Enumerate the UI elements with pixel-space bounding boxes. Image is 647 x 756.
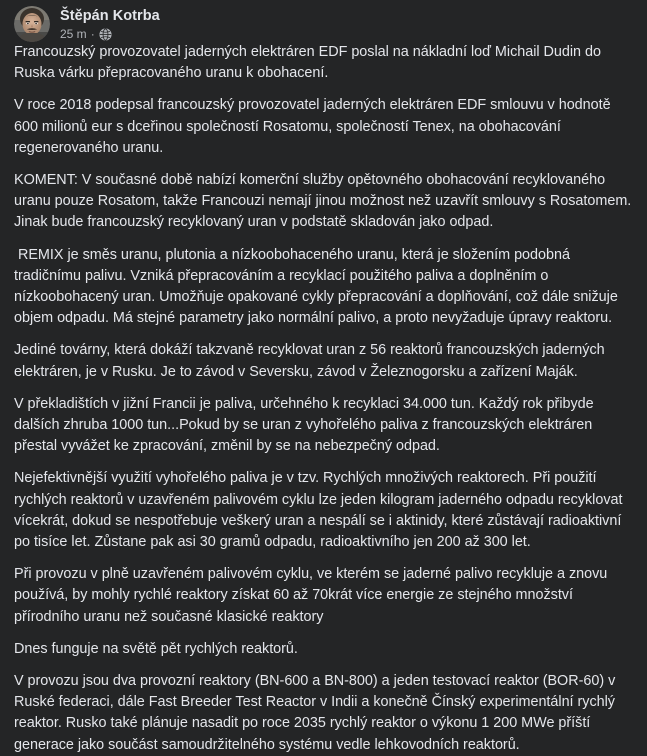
post-paragraph: Dnes funguje na světě pět rychlých reaktorů.	[14, 640, 298, 657]
post-meta	[60, 27, 160, 42]
post-paragraph: Nejefektivnější využití vyhořelého paliva je v tzv. Rychlých množivých reaktorech. Při použití rychlých reaktorů v uzavřeném palivovém cyklu lze jeden kilogram jaderného odpadu recyklovat vícekrát, dokud se nespotřebuje veškerý uran a nespálí se i aktinidy, které zůstávají radioaktivní po tisíce let. Zůstane pak asi 30 gramů odpadu, radioaktivního jen 200 až 300 let.	[14, 470, 627, 551]
globe-icon-glyph	[99, 28, 112, 41]
globe-icon[interactable]	[99, 28, 112, 41]
post-paragraph: KOMENT: V současné době nabízí komerční služby opětovného obohacování recyklovaného uranu pouze Rosatom, takže Francouzi nemají jinou možnost než uzavřít smlouvy s Rosatomem. Jinak bude francouzský recyklovaný uran v podstatě skladován jako odpad.	[14, 172, 636, 231]
meta-separator: ·	[90, 27, 95, 41]
post-paragraph: Francouzský provozovatel jaderných elektráren EDF poslal na nákladní loď Michail Dudin do Ruska várku přepracovaného uranu k obohacení.	[14, 44, 605, 82]
avatar[interactable]	[14, 6, 50, 42]
post-paragraph: Jediné továrny, která dokáží takzvaně recyklovat uran z 56 reaktorů francouzských jaderných elektráren, je v Rusku. Je to závod v Seversku, závod v Železnogorsku a zařízení Maják.	[14, 342, 609, 380]
post-paragraph: V roce 2018 podepsal francouzský provozovatel jaderných elektráren EDF smlouvu v hodnotě 600 milionů eur s dceřinou společností Rosatomu, společností Tenex, na obohacování regenerovaného uranu.	[14, 97, 615, 156]
author-name[interactable]: Štěpán Kotrba	[60, 8, 160, 24]
profile-photo-image	[14, 6, 50, 42]
post-header	[0, 0, 647, 42]
post-paragraph: Při provozu v plně uzavřeném palivovém cyklu, ve kterém se jaderné palivo recykluje a znovu používá, by mohly rychlé reaktory získat 60 až 70krát více energie ze stejného množství přírodního uranu než současné klasické reaktory	[14, 566, 612, 625]
post-body	[0, 42, 647, 756]
post-paragraph: V překladištích v jižní Francii je paliva, určehného k recyklaci 34.000 tun. Každý rok přibyde dalších zhruba 1000 tun...Pokud by se uran z vyhořelého paliva z francouzských elektráren přestal vyvážet ke zpracování, změnil by se na nebezpečný odpad.	[14, 395, 598, 455]
post-header-text	[60, 6, 160, 42]
post-paragraph: V provozu jsou dva provozní reaktory (BN-600 a BN-800) a jeden testovací reaktor (BOR-60) v Ruské federaci, dále Fast Breeder Test Reactor v Indii a konečně Čínský experimentální rychlý reaktor. Rusko také plánuje nasadit po roce 2035 rychlý reaktor o výkonu 1 200 MWe příští generace jako součást samoudržitelného systému vedle lehkovodních reaktorů.	[14, 673, 620, 753]
timestamp[interactable]: 25 m	[60, 27, 87, 41]
post-paragraph: REMIX je směs uranu, plutonia a nízkoobohaceného uranu, která je složením podobná tradičnímu palivu. Vzniká přepracováním a recyklací použitého paliva a doplněním o nízkoobohacený uran. Umožňuje opakované cykly přepracování a doplňování, což dále snižuje objem odpadu. Má stejné parametry jako normální palivo, a proto nevyžaduje úpravy reaktoru.	[14, 246, 622, 327]
